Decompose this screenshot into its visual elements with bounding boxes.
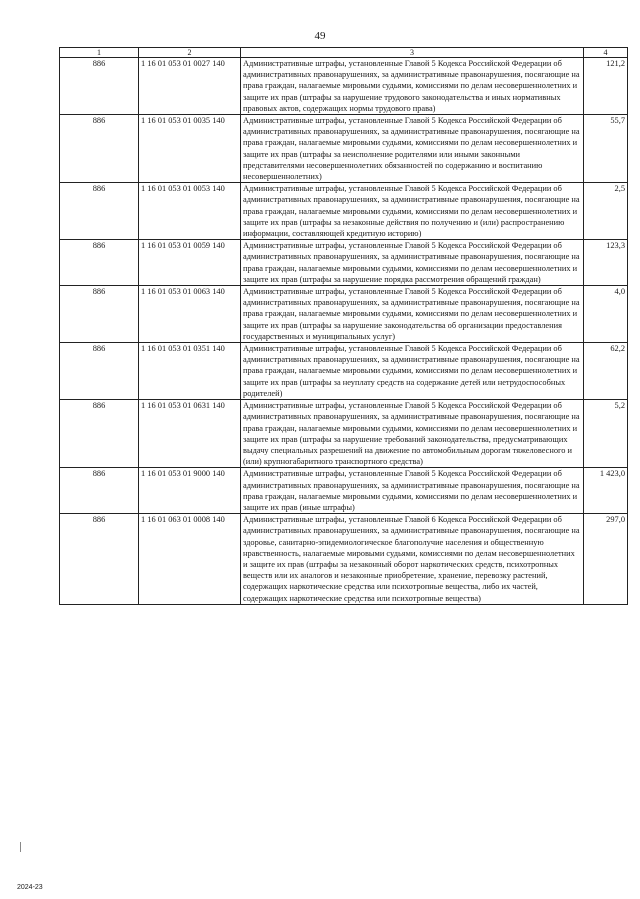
budget-code-cell: 1 16 01 053 01 0351 140 bbox=[139, 343, 241, 400]
admin-code-cell: 886 bbox=[60, 468, 139, 514]
budget-code-cell: 1 16 01 053 01 0063 140 bbox=[139, 286, 241, 343]
header-col-2: 2 bbox=[139, 48, 241, 58]
budget-code-cell: 1 16 01 053 01 9000 140 bbox=[139, 468, 241, 514]
amount-cell: 5,2 bbox=[584, 400, 628, 468]
table-header bbox=[60, 48, 628, 58]
admin-code-cell: 886 bbox=[60, 115, 139, 183]
revenue-name-cell: Административные штрафы, установленные Главой 5 Кодекса Российской Федерации об административных правонарушениях, за административные правонарушения, посягающие на права граждан, налагаемые мировыми судьями, комиссиями по делам несовершеннолетних и защите их прав (штрафы за неуплату средств на содержание детей или нетрудоспособных родителей) bbox=[241, 343, 584, 400]
revenue-name-cell: Административные штрафы, установленные Главой 5 Кодекса Российской Федерации об административных правонарушениях, за административные правонарушения, посягающие на права граждан, налагаемые мировыми судьями, комиссиями по делам несовершеннолетних и защите их прав (штрафы за нарушение порядка рассмотрения обращений граждан) bbox=[241, 240, 584, 286]
table-body bbox=[60, 58, 628, 605]
amount-cell: 123,3 bbox=[584, 240, 628, 286]
table-row bbox=[60, 400, 628, 468]
header-col-4: 4 bbox=[584, 48, 628, 58]
amount-cell: 4,0 bbox=[584, 286, 628, 343]
budget-code-cell: 1 16 01 053 01 0053 140 bbox=[139, 183, 241, 240]
admin-code-cell: 886 bbox=[60, 400, 139, 468]
amount-cell: 1 423,0 bbox=[584, 468, 628, 514]
scan-margin-mark bbox=[20, 842, 21, 852]
amount-cell: 297,0 bbox=[584, 514, 628, 605]
table-row bbox=[60, 468, 628, 514]
table-row bbox=[60, 514, 628, 605]
budget-code-cell: 1 16 01 063 01 0008 140 bbox=[139, 514, 241, 605]
header-col-1: 1 bbox=[60, 48, 139, 58]
revenue-name-cell: Административные штрафы, установленные Главой 5 Кодекса Российской Федерации об административных правонарушениях, за административные правонарушения, посягающие на права граждан, налагаемые мировыми судьями, комиссиями по делам несовершеннолетних и защите их прав (штрафы за незаконные действия по получению и (или) распространению информации, составляющей кредитную историю) bbox=[241, 183, 584, 240]
revenue-name-cell: Административные штрафы, установленные Главой 5 Кодекса Российской Федерации об административных правонарушениях, за административные правонарушения, посягающие на права граждан, налагаемые мировыми судьями, комиссиями по делам несовершеннолетних и защите их прав (штрафы за нарушение законодательства об организации предоставления государственных и муниципальных услуг) bbox=[241, 286, 584, 343]
header-row bbox=[60, 48, 628, 58]
admin-code-cell: 886 bbox=[60, 240, 139, 286]
revenue-name-cell: Административные штрафы, установленные Главой 6 Кодекса Российской Федерации об административных правонарушениях, за административные правонарушения, посягающие на здоровье, санитарно-эпидемиологическое благополучие населения и общественную нравственность, налагаемые мировыми судьями, комиссиями по делам несовершеннолетних и защите их прав (штрафы за незаконный оборот наркотических средств, психотропных веществ или их аналогов и незаконные приобретение, хранение, перевозку растений, содержащих наркотические средства или психотропные вещества, либо их частей, содержащих наркотические средства или психотропные вещества) bbox=[241, 514, 584, 605]
revenue-name-cell: Административные штрафы, установленные Главой 5 Кодекса Российской Федерации об административных правонарушениях, за административные правонарушения, посягающие на права граждан, налагаемые мировыми судьями, комиссиями по делам несовершеннолетних и защите их прав (штрафы за нарушение трудового законодательства и иных нормативных правовых актов, содержащих нормы трудового права) bbox=[241, 58, 584, 115]
admin-code-cell: 886 bbox=[60, 286, 139, 343]
budget-code-cell: 1 16 01 053 01 0059 140 bbox=[139, 240, 241, 286]
table-row bbox=[60, 343, 628, 400]
revenue-name-cell: Административные штрафы, установленные Главой 5 Кодекса Российской Федерации об административных правонарушениях, за административные правонарушения, посягающие на права граждан, налагаемые мировыми судьями, комиссиями по делам несовершеннолетних и защите их прав (штрафы за нарушение требований законодательства, предусматривающих выдачу специальных разрешений на движение по автомобильным дорогам тяжеловесного и (или) крупногабаритного транспортного средства) bbox=[241, 400, 584, 468]
footer-code: 2024-23 bbox=[17, 884, 43, 891]
header-col-3: 3 bbox=[241, 48, 584, 58]
page-number: 49 bbox=[314, 30, 326, 42]
amount-cell: 2,5 bbox=[584, 183, 628, 240]
admin-code-cell: 886 bbox=[60, 183, 139, 240]
budget-code-cell: 1 16 01 053 01 0027 140 bbox=[139, 58, 241, 115]
table-row bbox=[60, 115, 628, 183]
amount-cell: 55,7 bbox=[584, 115, 628, 183]
admin-code-cell: 886 bbox=[60, 343, 139, 400]
amount-cell: 121,2 bbox=[584, 58, 628, 115]
budget-table bbox=[59, 47, 628, 605]
revenue-name-cell: Административные штрафы, установленные Главой 5 Кодекса Российской Федерации об административных правонарушениях, за административные правонарушения, посягающие на права граждан, налагаемые мировыми судьями, комиссиями по делам несовершеннолетних и защите их прав (иные штрафы) bbox=[241, 468, 584, 514]
amount-cell: 62,2 bbox=[584, 343, 628, 400]
admin-code-cell: 886 bbox=[60, 514, 139, 605]
budget-code-cell: 1 16 01 053 01 0035 140 bbox=[139, 115, 241, 183]
table-row bbox=[60, 183, 628, 240]
table-row bbox=[60, 58, 628, 115]
revenue-name-cell: Административные штрафы, установленные Главой 5 Кодекса Российской Федерации об административных правонарушениях, за административные правонарушения, посягающие на права граждан, налагаемые мировыми судьями, комиссиями по делам несовершеннолетних и защите их прав (штрафы за неисполнение родителями или иными законными представителями несовершеннолетних обязанностей по содержанию и воспитанию несовершеннолетних) bbox=[241, 115, 584, 183]
table-row bbox=[60, 286, 628, 343]
table-row bbox=[60, 240, 628, 286]
budget-code-cell: 1 16 01 053 01 0631 140 bbox=[139, 400, 241, 468]
admin-code-cell: 886 bbox=[60, 58, 139, 115]
